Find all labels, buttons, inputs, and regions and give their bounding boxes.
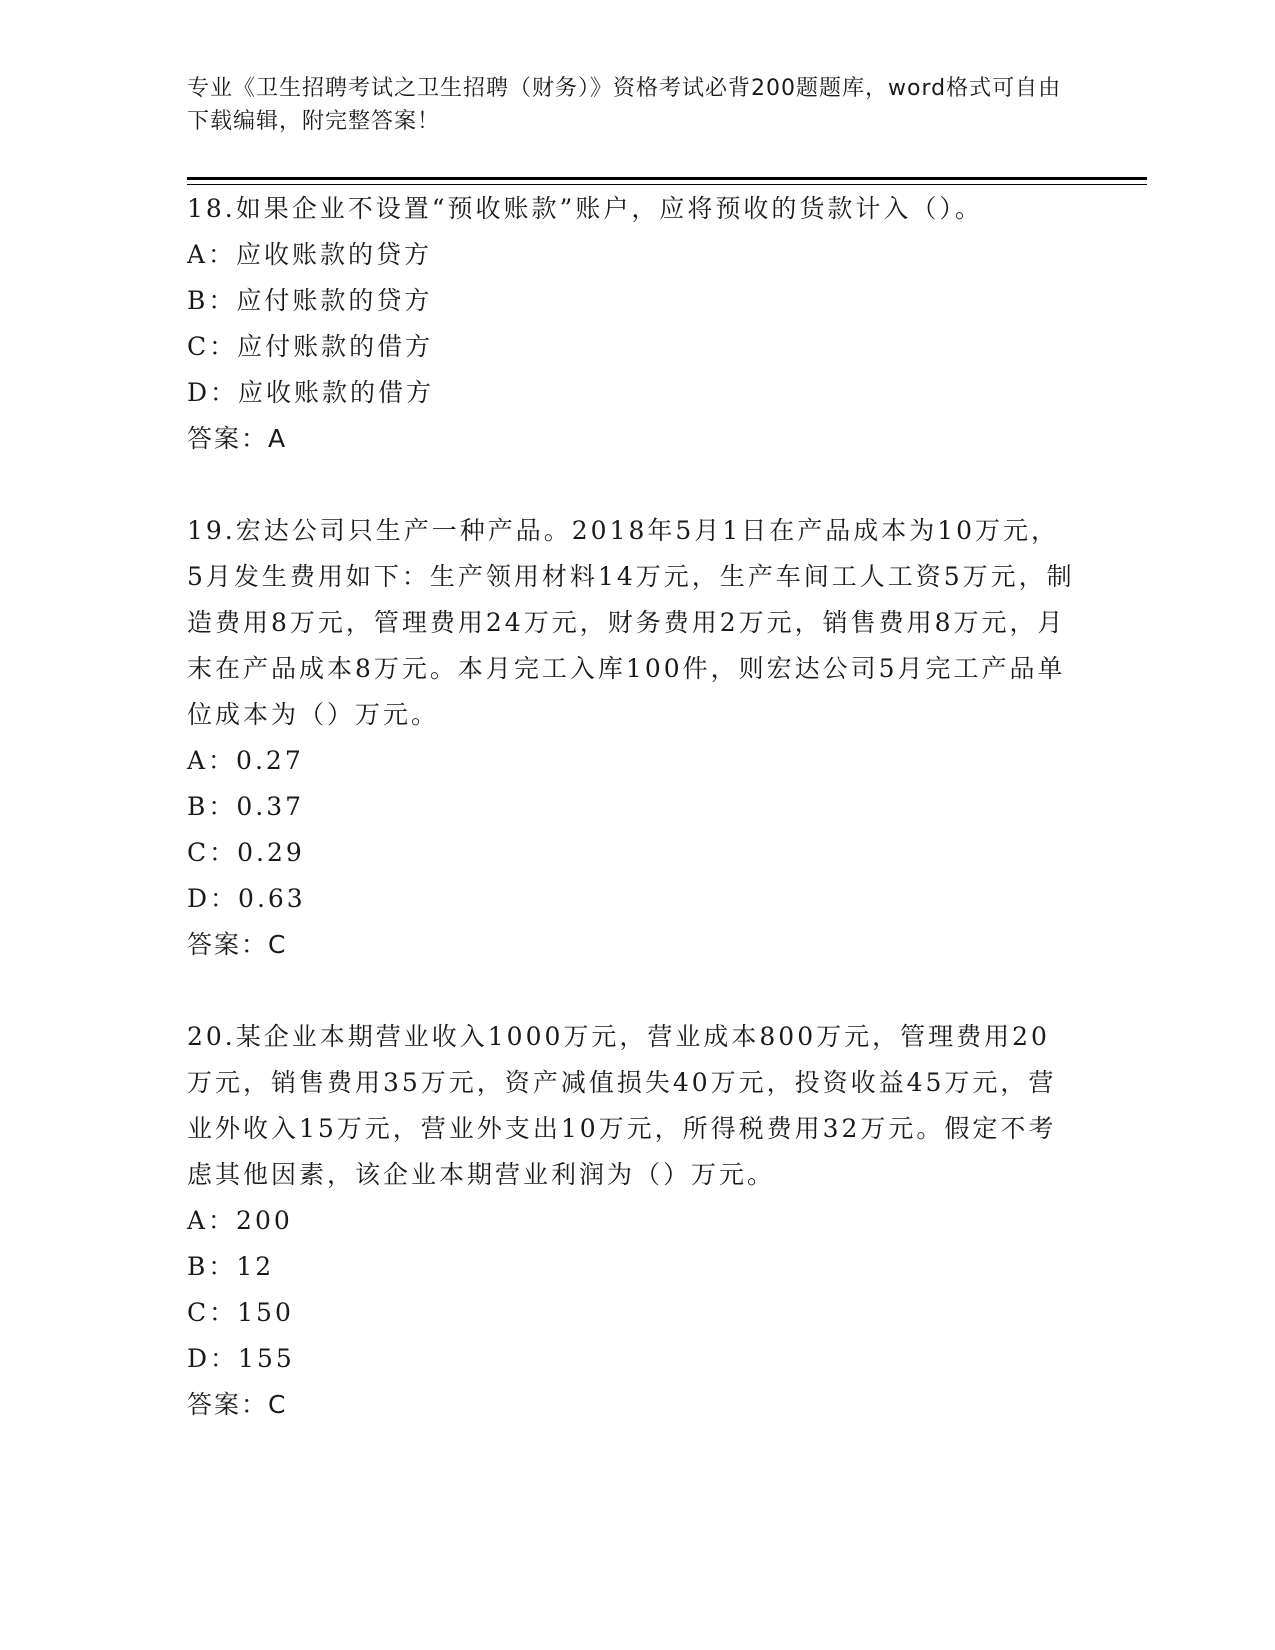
question-20: [187, 1014, 1077, 1428]
option-d: D：155: [187, 1344, 295, 1373]
option-b: B：12: [187, 1252, 275, 1281]
question-19: [187, 508, 1077, 968]
question-text: 20.某企业本期营业收入1000万元，营业成本800万元，管理费用20万元，销售费用35万元，资产减值损失40万元，投资收益45万元，营业外收入15万元，营业外支出10万元，所得税费用32万元。假定不考虑其他因素，该企业本期营业利润为（）万元。: [187, 1022, 1057, 1189]
answer-label: 答案：C: [187, 930, 288, 959]
answer-label: 答案：C: [187, 1390, 288, 1419]
header-divider-thin: [187, 184, 1147, 185]
question-18: [187, 186, 1077, 462]
option-list: [187, 738, 1077, 922]
option-a: A：应收账款的贷方: [187, 240, 433, 269]
option-c: C：应付账款的借方: [187, 332, 434, 361]
header-divider-thick: [187, 177, 1147, 180]
question-list: [187, 186, 1077, 1474]
option-list: [187, 1198, 1077, 1382]
option-list: [187, 232, 1077, 416]
option-c: C：0.29: [187, 838, 305, 867]
question-text: 19.宏达公司只生产一种产品。2018年5月1日在产品成本为10万元，5月发生费用如下：生产领用材料14万元，生产车间工人工资5万元，制造费用8万元，管理费用24万元，财务费用2万元，销售费用8万元，月末在产品成本8万元。本月完工入库100件，则宏达公司5月完工产品单位成本为（）万元。: [187, 516, 1075, 729]
option-d: D：应收账款的借方: [187, 378, 435, 407]
document-header: 专业《卫生招聘考试之卫生招聘（财务）》资格考试必背200题题库，word格式可自由下载编辑，附完整答案！: [187, 76, 1062, 134]
option-b: B：0.37: [187, 792, 305, 821]
option-b: B：应付账款的贷方: [187, 286, 433, 315]
option-a: A：0.27: [187, 746, 304, 775]
option-d: D：0.63: [187, 884, 306, 913]
answer-label: 答案：A: [187, 424, 288, 453]
option-c: C：150: [187, 1298, 294, 1327]
question-text: 18.如果企业不设置“预收账款”账户，应将预收的货款计入（）。: [187, 194, 983, 223]
option-a: A：200: [187, 1206, 293, 1235]
